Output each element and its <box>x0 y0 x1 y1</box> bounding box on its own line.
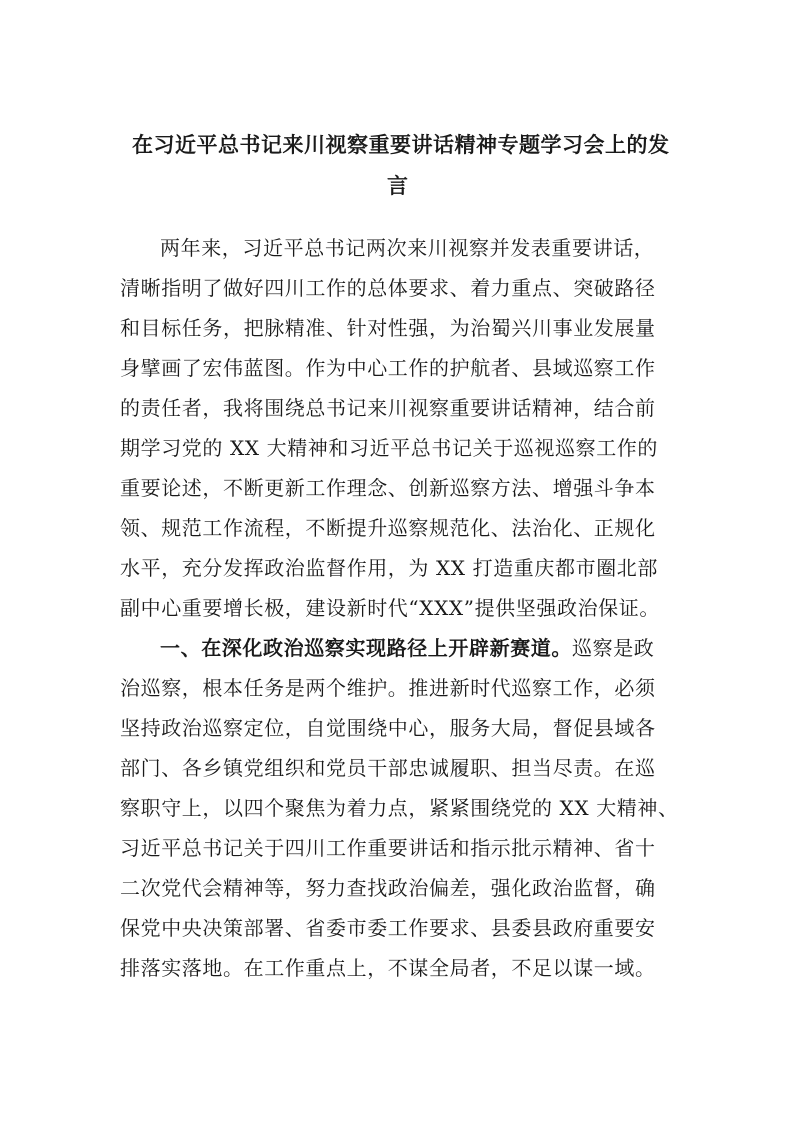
paragraph-line: 习近平总书记关于四川工作重要讲话和指示批示精神、省十 <box>120 836 656 860</box>
paragraph-line: 察职守上，以四个聚焦为着力点，紧紧围绕党的 XX 大精神、 <box>120 796 679 820</box>
section-1-heading: 一、在深化政治巡察实现路径上开辟新赛道。 <box>160 636 572 660</box>
paragraph-line: 二次党代会精神等，努力查找政治偏差，强化政治监督，确 <box>120 876 656 900</box>
paragraph-line: 身擘画了宏伟蓝图。作为中心工作的护航者、县域巡察工作 <box>120 356 656 380</box>
paragraph-line: 水平，充分发挥政治监督作用，为 XX 打造重庆都市圈北部 <box>120 556 658 580</box>
paragraph-line: 期学习党的 XX 大精神和习近平总书记关于巡视巡察工作的 <box>120 436 658 460</box>
section-1-heading-tail: 巡察是政 <box>572 636 655 660</box>
section-1-first-line <box>160 628 654 668</box>
paragraph-line: 坚持政治巡察定位，自觉围绕中心，服务大局，督促县域各 <box>120 716 656 740</box>
paragraph-line: 重要论述，不断更新工作理念、创新巡察方法、增强斗争本 <box>120 476 656 500</box>
paragraph-line: 和目标任务，把脉精准、针对性强，为治蜀兴川事业发展量 <box>120 316 656 340</box>
paragraph-line: 副中心重要增长极，建设新时代“XXX”提供坚强政治保证。 <box>120 596 660 620</box>
paragraph-line: 两年来，习近平总书记两次来川视察并发表重要讲话， <box>160 236 655 260</box>
paragraph-line: 清晰指明了做好四川工作的总体要求、着力重点、突破路径 <box>120 276 656 300</box>
document-title-line-1: 在习近平总书记来川视察重要讲话精神专题学习会上的发 <box>132 132 670 157</box>
paragraph-line: 保党中央决策部署、省委市委工作要求、县委县政府重要安 <box>120 916 656 940</box>
paragraph-line: 部门、各乡镇党组织和党员干部忠诚履职、担当尽责。在巡 <box>120 756 656 780</box>
paragraph-line: 排落实落地。在工作重点上，不谋全局者，不足以谋一域。 <box>120 956 656 980</box>
document-title-line-2: 言 <box>387 173 409 198</box>
paragraph-line: 领、规范工作流程，不断提升巡察规范化、法治化、正规化 <box>120 516 656 540</box>
paragraph-line: 的责任者，我将围绕总书记来川视察重要讲话精神，结合前 <box>120 396 656 420</box>
paragraph-line: 治巡察，根本任务是两个维护。推进新时代巡察工作，必须 <box>120 676 656 700</box>
